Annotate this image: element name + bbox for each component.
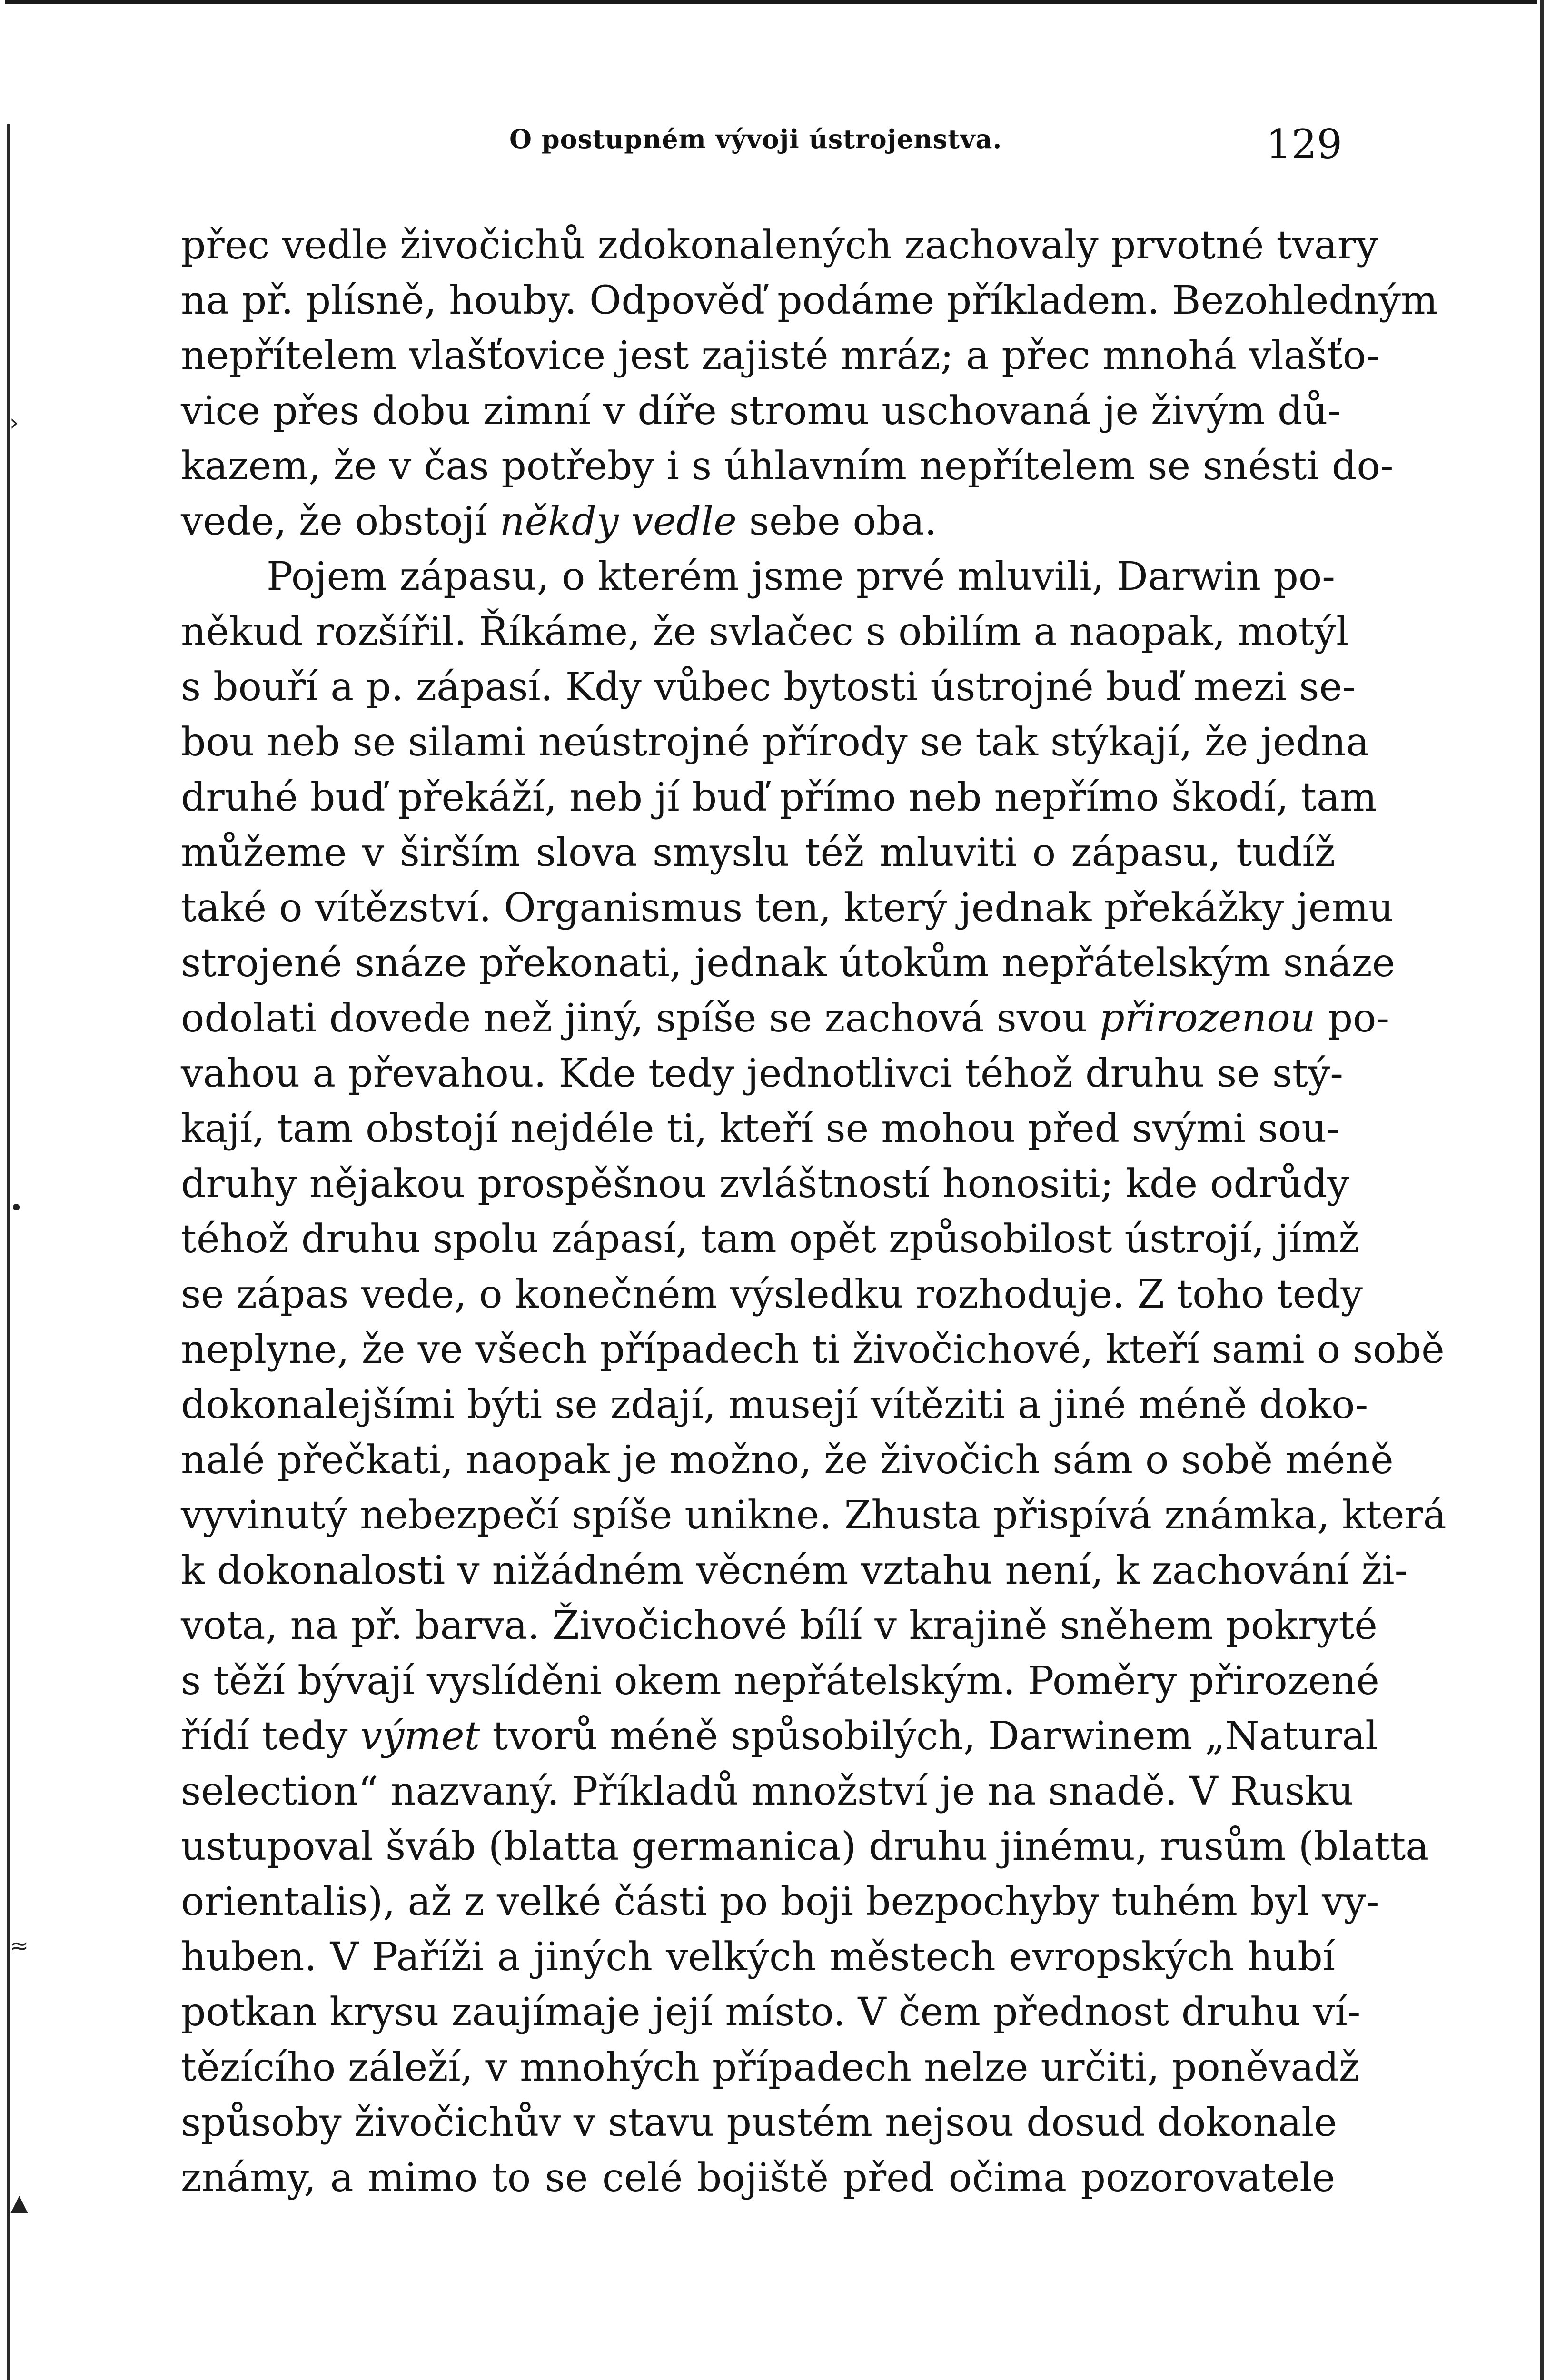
margin-mark: • — [10, 1195, 23, 1221]
line-text: vede, že obstojí — [181, 499, 500, 544]
line-text: tězícího záleží, v mnohých případech nelze určiti, poněvadž — [181, 2045, 1360, 2090]
text-line — [181, 991, 1390, 1046]
text-line — [181, 881, 1394, 936]
text-line — [181, 605, 1349, 660]
text-line — [181, 2040, 1360, 2095]
text-line — [181, 1433, 1394, 1488]
line-text: nalé přečkati, naopak je možno, že živočich sám o sobě méně — [181, 1438, 1394, 1483]
page-header — [181, 121, 1342, 173]
line-text: druhé buď překáží, neb jí buď přímo neb nepřímo škodí, tam — [181, 775, 1377, 820]
line-text: k dokonalosti v nižádném věcném vztahu není, k zachování ži- — [181, 1548, 1408, 1593]
line-text: selection“ nazvaný. Příkladů množství je na snadě. V Rusku — [181, 1769, 1354, 1814]
text-line — [181, 494, 1335, 549]
line-text: spůsoby živočichův v stavu pustém nejsou dosud dokonale — [181, 2100, 1337, 2145]
text-line — [181, 1930, 1335, 1985]
line-text: dokonalejšími býti se zdají, musejí vítěziti a jiné méně doko- — [181, 1382, 1368, 1428]
line-text: téhož druhu spolu zápasí, tam opět způsobilost ústrojí, jímž — [181, 1217, 1359, 1262]
body-text — [181, 218, 1447, 2206]
text-line — [181, 1378, 1368, 1433]
text-line — [181, 1985, 1361, 2040]
text-line — [181, 2151, 1335, 2206]
text-line — [181, 384, 1341, 439]
text-line — [181, 549, 1335, 605]
text-line — [181, 936, 1396, 991]
text-line — [181, 1267, 1363, 1322]
text-line — [181, 1046, 1343, 1101]
line-text: potkan krysu zaujímaje její místo. V čem přednost druhu ví- — [181, 1990, 1361, 2035]
line-text: Pojem zápasu, o kterém jsme prvé mluvili, Darwin po- — [267, 554, 1335, 599]
scan-edge-top — [5, 0, 1537, 4]
text-line — [181, 1101, 1340, 1157]
running-title: O postupném vývoji ústrojenstva. — [509, 124, 1002, 154]
margin-mark: ▲ — [10, 2190, 28, 2216]
text-line — [181, 715, 1369, 770]
line-text: vice přes dobu zimní v díře stromu uschovaná je živým dů- — [181, 388, 1341, 434]
text-line — [181, 273, 1438, 328]
line-text: známy, a mimo to se celé bojiště před očima pozorovatele — [181, 2155, 1335, 2201]
line-text: neplyne, že ve všech případech ti živočichové, kteří sami o sobě — [181, 1327, 1445, 1372]
line-text: sebe oba. — [736, 499, 937, 544]
line-text: s bouří a p. zápasí. Kdy vůbec bytosti ústrojné buď mezi se- — [181, 664, 1356, 710]
line-text: strojené snáze překonati, jednak útokům nepřátelským snáze — [181, 941, 1396, 986]
text-line — [181, 1212, 1359, 1267]
line-text: někud rozšířil. Říkáme, že svlačec s obilím a naopak, motýl — [181, 609, 1349, 654]
line-text: s těží bývají vyslíděni okem nepřátelským. Poměry přirozené — [181, 1658, 1379, 1704]
text-line — [181, 660, 1356, 715]
line-text: druhy nějakou prospěšnou zvláštností honositi; kde odrůdy — [181, 1161, 1349, 1207]
text-line — [181, 1764, 1354, 1819]
text-line — [181, 770, 1377, 825]
margin-mark: ≈ — [10, 1933, 29, 1959]
line-text: také o vítězství. Organismus ten, který jednak překážky jemu — [181, 885, 1394, 931]
line-text: huben. V Paříži a jiných velkých městech evropských hubí — [181, 1934, 1335, 1980]
text-line — [181, 1157, 1349, 1212]
line-text: tvorů méně spůsobilých, Darwinem „Natural — [480, 1714, 1378, 1759]
line-text: bou neb se silami neústrojné přírody se tak stýkají, že jedna — [181, 720, 1369, 765]
line-text: kazem, že v čas potřeby i s úhlavním nepřítelem se snésti do- — [181, 444, 1394, 489]
page-number: 129 — [1266, 121, 1342, 168]
emphasized-text: někdy vedle — [499, 499, 737, 544]
emphasized-text: přirozenou — [1100, 996, 1316, 1041]
line-text: orientalis), až z velké části po boji bezpochyby tuhém byl vy- — [181, 1879, 1379, 1924]
line-text: kají, tam obstojí nejdéle ti, kteří se mohou před svými sou- — [181, 1106, 1340, 1151]
text-line — [181, 1819, 1429, 1874]
text-line — [181, 1654, 1379, 1709]
scan-edge-right — [1540, 0, 1544, 2380]
line-text: vahou a převahou. Kde tedy jednotlivci téhož druhu se stý- — [181, 1051, 1343, 1096]
text-line — [181, 2095, 1335, 2151]
line-text: řídí tedy — [181, 1714, 360, 1759]
text-line — [181, 1709, 1378, 1764]
line-text: ustupoval šváb (blatta germanica) druhu jinému, rusům (blatta — [181, 1824, 1429, 1869]
text-line — [181, 1543, 1408, 1598]
line-text: přec vedle živočichů zdokonalených zachovaly prvotné tvary — [181, 223, 1378, 268]
text-line — [181, 328, 1379, 384]
text-line — [181, 1322, 1445, 1378]
line-text: nepřítelem vlašťovice jest zajisté mráz; a přec mnohá vlašťo- — [181, 333, 1379, 378]
line-text: vyvinutý nebezpečí spíše unikne. Zhusta přispívá známka, která — [181, 1493, 1447, 1538]
text-line — [181, 439, 1394, 494]
emphasized-text: výmet — [360, 1714, 480, 1759]
text-line — [181, 1874, 1379, 1930]
line-text: vota, na př. barva. Živočichové bílí v krajině sněhem pokryté — [181, 1603, 1378, 1648]
line-text: odolati dovede než jiný, spíše se zachová svou — [181, 996, 1100, 1041]
scan-edge-left — [7, 124, 10, 2380]
margin-mark: › — [10, 409, 19, 436]
text-line — [181, 825, 1335, 881]
line-text: po- — [1315, 996, 1390, 1041]
line-text: můžeme v širším slova smyslu též mluviti o zápasu, tudíž — [181, 830, 1335, 875]
line-text: se zápas vede, o konečném výsledku rozhoduje. Z toho tedy — [181, 1272, 1363, 1317]
text-line — [181, 1488, 1447, 1543]
line-text: na př. plísně, houby. Odpověď podáme příkladem. Bezohledným — [181, 278, 1438, 323]
text-line — [181, 1598, 1378, 1654]
text-line — [181, 218, 1378, 273]
